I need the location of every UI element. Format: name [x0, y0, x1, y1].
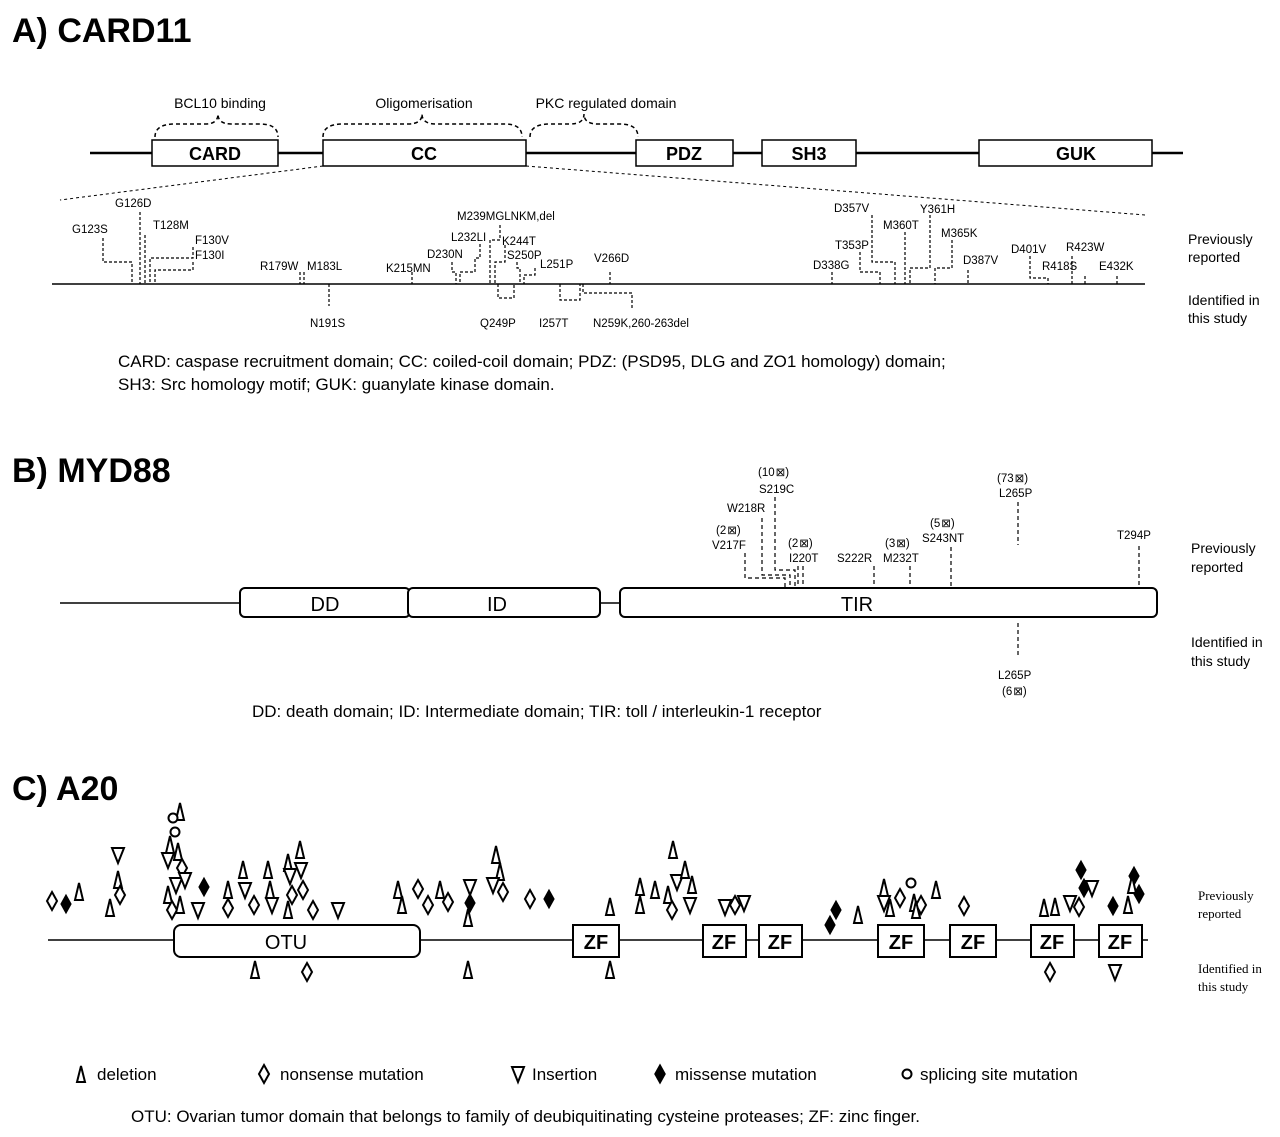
- domain-id: [408, 588, 600, 617]
- domain-zf: [573, 925, 619, 957]
- nonsense-icon: [959, 897, 969, 915]
- deletion-icon: [394, 881, 402, 898]
- nonsense-icon: [298, 881, 308, 899]
- splicing-icon: [903, 1070, 912, 1079]
- domain-label: PDZ: [666, 144, 702, 164]
- panel-c-caption: OTU: Ovarian tumor domain that belongs to family of deubiquitinating cysteine proteases; ZF: zinc finger.: [131, 1107, 920, 1126]
- insertion-icon: [239, 883, 251, 898]
- card11-mutations-identified: [310, 318, 689, 330]
- side-label: reported: [1198, 906, 1242, 921]
- mutation-count: (73 ⊠): [997, 473, 1029, 485]
- mutation-label: D357V: [834, 203, 870, 215]
- deletion-icon: [174, 843, 182, 860]
- side-label: Identified in: [1191, 634, 1263, 650]
- splicing-icon: [907, 879, 916, 888]
- deletion-icon: [75, 883, 83, 900]
- domain-zf: [759, 925, 802, 957]
- panel-a20: [12, 770, 1262, 1126]
- deletion-icon: [1051, 898, 1059, 915]
- mutation-label: L232LI: [451, 232, 487, 244]
- insertion-icon: [295, 863, 307, 878]
- mutation-label: V266D: [594, 253, 630, 265]
- nonsense-icon: [308, 901, 318, 919]
- missense-icon: [544, 890, 554, 908]
- panel-card11: [12, 12, 1260, 394]
- legend-label: deletion: [97, 1065, 157, 1084]
- domain-tir: [620, 588, 1157, 617]
- deletion-icon: [1040, 899, 1048, 916]
- domain-dd: [240, 588, 410, 617]
- domain-zf: [703, 925, 746, 957]
- mutation-label: T353P: [835, 240, 869, 252]
- insertion-icon: [464, 880, 476, 895]
- missense-icon: [199, 878, 209, 896]
- mutation-label: Y361H: [920, 204, 956, 216]
- insertion-icon: [487, 878, 499, 893]
- mutation-label: M365K: [941, 228, 978, 240]
- deletion-icon: [669, 841, 677, 858]
- nonsense-icon: [443, 893, 453, 911]
- nonsense-icon: [423, 896, 433, 914]
- mutation-label: N191S: [310, 318, 346, 330]
- legend-label: nonsense mutation: [280, 1065, 424, 1084]
- legend-insertion: [512, 1065, 597, 1084]
- mutation-label: E432K: [1099, 261, 1134, 273]
- deletion-icon: [606, 898, 614, 915]
- deletion-icon: [239, 861, 247, 878]
- deletion-icon: [606, 961, 614, 978]
- panel-a-caption: CARD: caspase recruitment domain; CC: coiled-coil domain; PDZ: (PSD95, DLG and ZO1 homology) domain;: [118, 352, 946, 371]
- mutation-label: F130V: [195, 235, 229, 247]
- bracket-oligomerisation: [323, 114, 522, 137]
- deletion-icon: [266, 881, 274, 898]
- domain-zf: [1099, 925, 1142, 957]
- panel-myd88: [12, 452, 1263, 721]
- deletion-icon: [176, 896, 184, 913]
- myd88-mutations-identified: [998, 670, 1032, 698]
- mutation-label: S219C: [759, 484, 795, 496]
- mutation-label: R179W: [260, 261, 299, 273]
- mutation-label: I257T: [539, 318, 569, 330]
- nonsense-icon: [525, 890, 535, 908]
- zoom-guide-left: [60, 166, 323, 200]
- mutation-count: (10 ⊠): [758, 467, 790, 479]
- deletion-icon: [296, 841, 304, 858]
- mutation-label: S222R: [837, 553, 873, 565]
- domain-label: GUK: [1056, 144, 1096, 164]
- deletion-icon: [264, 861, 272, 878]
- domain-label: ZF: [960, 932, 986, 954]
- domain-zf: [1031, 925, 1074, 957]
- deletion-icon: [464, 961, 472, 978]
- deletion-icon: [636, 878, 644, 895]
- mutation-label: L265P: [999, 488, 1033, 500]
- deletion-icon: [681, 861, 689, 878]
- panel-a-title: A) CARD11: [12, 12, 192, 50]
- panel-c-title: C) A20: [12, 770, 119, 808]
- mutation-label: I220T: [789, 553, 819, 565]
- insertion-icon: [332, 903, 344, 918]
- panel-a-caption: SH3: Src homology motif; GUK: guanylate kinase domain.: [118, 375, 555, 394]
- mutation-label: W218R: [727, 503, 766, 515]
- deletion-icon: [251, 961, 259, 978]
- mutation-label: D338G: [813, 260, 850, 272]
- insertion-icon: [512, 1067, 524, 1082]
- mutation-label: G126D: [115, 198, 152, 210]
- deletion-icon: [1124, 896, 1132, 913]
- deletion-icon: [880, 879, 888, 896]
- deletion-icon: [854, 906, 862, 923]
- mutation-label: Q249P: [480, 318, 516, 330]
- domain-label: TIR: [840, 594, 874, 616]
- legend-label: splicing site mutation: [920, 1065, 1078, 1084]
- side-label: Identified in: [1188, 292, 1260, 308]
- domain-sh3: [762, 140, 856, 166]
- mutation-label: S243NT: [922, 533, 965, 545]
- legend-nonsense: [259, 1065, 424, 1084]
- insertion-icon: [162, 853, 174, 868]
- mutation-label: D387V: [963, 255, 999, 267]
- mutation-label: L265P: [998, 670, 1032, 682]
- legend-label: missense mutation: [675, 1065, 817, 1084]
- deletion-icon: [166, 836, 174, 853]
- missense-icon: [655, 1065, 665, 1083]
- mutation-count: (6 ⊠): [1002, 686, 1027, 698]
- mutation-label: R418S: [1042, 261, 1078, 273]
- deletion-icon: [77, 1066, 85, 1082]
- bracket-pkc: [530, 114, 638, 137]
- nonsense-icon: [413, 880, 423, 898]
- nonsense-icon: [895, 889, 905, 907]
- domain-label: SH3: [791, 144, 827, 164]
- deletion-icon: [164, 886, 172, 903]
- mutation-label: M239MGLNKM,del: [457, 211, 555, 223]
- insertion-icon: [170, 878, 182, 893]
- mutation-label: K244T: [502, 236, 536, 248]
- deletion-icon: [636, 896, 644, 913]
- nonsense-icon: [1074, 898, 1084, 916]
- nonsense-icon: [498, 883, 508, 901]
- mutation-label: V217F: [712, 540, 746, 552]
- missense-icon: [1076, 861, 1086, 879]
- side-label: Previously: [1188, 231, 1253, 247]
- domain-label: ZF: [1039, 932, 1065, 954]
- missense-icon: [465, 894, 475, 912]
- panel-b-title: B) MYD88: [12, 452, 171, 490]
- nonsense-icon: [223, 899, 233, 917]
- deletion-icon: [651, 881, 659, 898]
- domain-zf: [878, 925, 924, 957]
- mutation-label: M232T: [883, 553, 919, 565]
- mutation-label: T294P: [1117, 530, 1151, 542]
- nonsense-icon: [259, 1065, 269, 1083]
- side-label: this study: [1191, 653, 1251, 669]
- domain-label: ZF: [1107, 932, 1133, 954]
- deletion-icon: [436, 881, 444, 898]
- domain-otu: [174, 925, 420, 957]
- missense-icon: [1108, 897, 1118, 915]
- mutation-label: D230N: [427, 249, 463, 261]
- region-label: Oligomerisation: [375, 95, 473, 111]
- insertion-icon: [192, 903, 204, 918]
- myd88-mutations-previous: [712, 467, 1151, 565]
- region-label: PKC regulated domain: [535, 95, 677, 111]
- insertion-icon: [1109, 965, 1121, 980]
- nonsense-icon: [47, 892, 57, 910]
- missense-icon: [61, 895, 71, 913]
- nonsense-icon: [302, 963, 312, 981]
- deletion-icon: [492, 846, 500, 863]
- deletion-icon: [664, 886, 672, 903]
- domain-card: [152, 140, 278, 166]
- side-label: this study: [1198, 979, 1249, 994]
- mutation-label: S250P: [507, 250, 542, 262]
- insertion-icon: [266, 898, 278, 913]
- domain-label: ZF: [767, 932, 793, 954]
- mutation-label: D401V: [1011, 244, 1047, 256]
- splicing-icon: [169, 814, 178, 823]
- domain-label: OTU: [264, 932, 308, 954]
- insertion-icon: [284, 869, 296, 884]
- missense-icon: [831, 901, 841, 919]
- missense-icon: [825, 916, 835, 934]
- domain-label: CARD: [189, 144, 241, 164]
- domain-cc: [323, 140, 526, 166]
- domain-zf: [950, 925, 996, 957]
- mutation-count: (3 ⊠): [885, 538, 910, 550]
- nonsense-icon: [249, 896, 259, 914]
- side-label: reported: [1191, 559, 1244, 575]
- side-label: reported: [1188, 249, 1241, 265]
- mutation-label: T128M: [153, 220, 189, 232]
- mutation-count: (2 ⊠): [716, 525, 741, 537]
- insertion-icon: [719, 900, 731, 915]
- mutation-label: F130I: [195, 250, 225, 262]
- deletion-icon: [932, 881, 940, 898]
- domain-label: ZF: [711, 932, 737, 954]
- domain-label: ID: [487, 594, 507, 616]
- deletion-icon: [106, 899, 114, 916]
- legend-deletion: [77, 1065, 157, 1084]
- legend-splicing: [903, 1065, 1078, 1084]
- region-label: BCL10 binding: [174, 95, 266, 111]
- mutation-count: (5 ⊠): [930, 518, 955, 530]
- panel-b-caption: DD: death domain; ID: Intermediate domain; TIR: toll / interleukin-1 receptor: [252, 702, 822, 721]
- insertion-icon: [112, 848, 124, 863]
- insertion-icon: [684, 898, 696, 913]
- deletion-icon: [224, 881, 232, 898]
- mutation-label: K215MN: [386, 263, 431, 275]
- legend: [77, 1065, 1078, 1084]
- mutation-label: M183L: [307, 261, 343, 273]
- domain-label: ZF: [888, 932, 914, 954]
- domain-label: CC: [411, 144, 437, 164]
- nonsense-icon: [1045, 963, 1055, 981]
- domain-guk: [979, 140, 1152, 166]
- legend-label: Insertion: [532, 1065, 598, 1084]
- domain-label: DD: [310, 594, 340, 616]
- mutation-label: L251P: [540, 259, 574, 271]
- mutation-label: M360T: [883, 220, 919, 232]
- side-label: Previously: [1191, 540, 1256, 556]
- legend-missense: [655, 1065, 817, 1084]
- mutation-count: (2 ⊠): [788, 538, 813, 550]
- side-label: this study: [1188, 310, 1248, 326]
- domain-label: ZF: [583, 932, 609, 954]
- bracket-bcl10: [155, 114, 278, 137]
- domain-pdz: [636, 140, 733, 166]
- side-label: Previously: [1198, 888, 1254, 903]
- splicing-icon: [171, 828, 180, 837]
- card11-mutations-previous: [72, 198, 1134, 275]
- side-label: Identified in: [1198, 961, 1262, 976]
- mutation-label: R423W: [1066, 242, 1105, 254]
- mutation-label: N259K,260-263del: [593, 318, 689, 330]
- mutation-label: G123S: [72, 224, 108, 236]
